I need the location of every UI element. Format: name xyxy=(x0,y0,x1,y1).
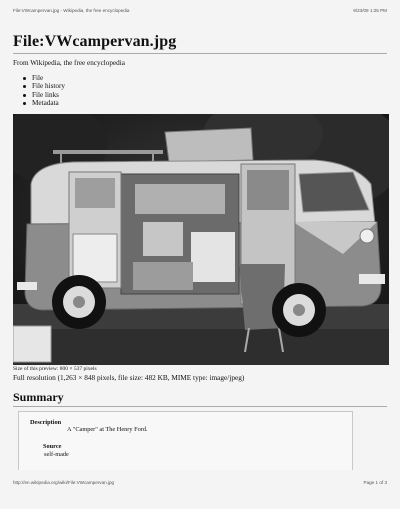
page-title: File:VWcampervan.jpg xyxy=(13,33,177,50)
print-header-title: File:VWcampervan.jpg - Wikipedia, the free encyclopedia xyxy=(13,8,130,13)
toc-item-label: Metadata xyxy=(32,99,59,108)
file-preview-image[interactable] xyxy=(13,114,389,365)
toc-item-metadata[interactable] xyxy=(22,99,65,107)
toc-item-label: File links xyxy=(32,90,59,99)
summary-heading: Summary xyxy=(13,390,64,404)
description-value: A "Camper" at The Henry Ford. xyxy=(67,426,148,433)
print-footer-page-number: Page 1 of 3 xyxy=(363,480,387,485)
preview-size-note: Size of this preview: 800 × 537 pixels xyxy=(13,366,97,372)
print-footer xyxy=(13,480,387,485)
source-label: Source xyxy=(43,443,62,450)
title-divider xyxy=(13,53,387,54)
site-tagline: From Wikipedia, the free encyclopedia xyxy=(13,59,125,67)
description-label: Description xyxy=(30,419,62,426)
toc-item-file-history[interactable] xyxy=(22,82,65,90)
toc-item-file-links[interactable] xyxy=(22,91,65,99)
source-value: self-made xyxy=(44,451,69,458)
summary-divider xyxy=(13,406,387,407)
toc-item-label: File xyxy=(32,74,44,82)
print-header-datetime: 9/23/09 1:25 PM xyxy=(353,8,387,13)
full-resolution-info[interactable]: Full resolution (1,263 × 848 pixels, file size: 482 KB, MIME type: image/jpeg) xyxy=(13,373,245,382)
toc-item-file[interactable] xyxy=(22,74,65,82)
print-header xyxy=(13,8,387,13)
print-footer-url: http://en.wikipedia.org/wiki/File:VWcampervan.jpg xyxy=(13,480,115,485)
file-section-list xyxy=(22,74,65,108)
toc-item-label: File history xyxy=(32,82,65,91)
summary-table xyxy=(18,411,353,470)
campervan-photo-illustration xyxy=(13,114,389,365)
